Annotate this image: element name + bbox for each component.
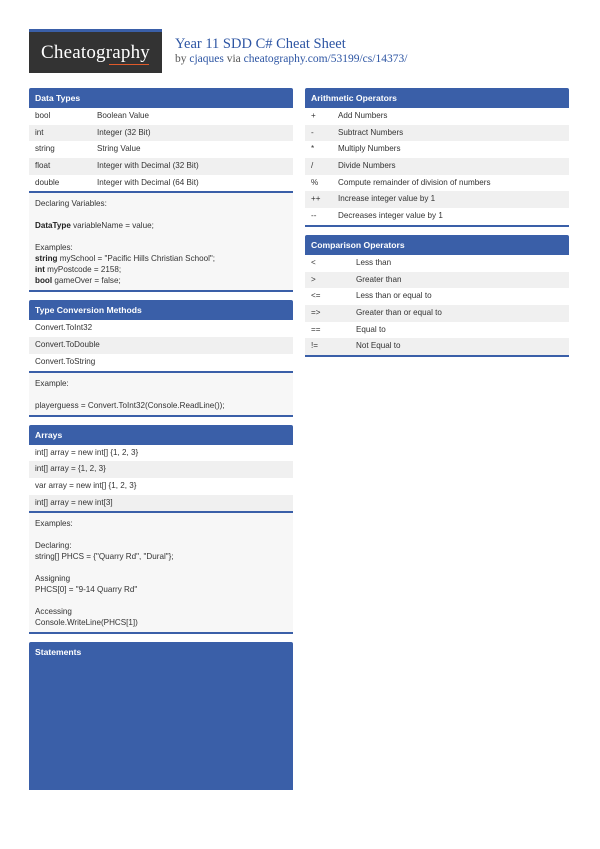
type-name: double [35, 177, 60, 187]
table-row [305, 175, 569, 192]
data-types-note [29, 193, 293, 292]
list-item: int[] array = new int[3] [29, 495, 293, 512]
operator-symbol: - [311, 127, 314, 137]
operator-description: Greater than [356, 274, 402, 284]
list-item: Convert.ToString [35, 356, 96, 366]
comparison-operators-panel [305, 235, 569, 357]
table-row [305, 288, 569, 305]
operator-description: Equal to [356, 324, 386, 334]
note-line: Declaring: [35, 541, 72, 551]
note-line: Console.WriteLine(PHCS[1]) [35, 618, 138, 628]
byline-via: via [223, 53, 244, 65]
note-line: Accessing [35, 607, 72, 617]
panel-header: Statements [29, 642, 293, 662]
panel-header: Type Conversion Methods [29, 300, 293, 320]
logo-underline [109, 64, 149, 65]
operator-description: Less than or equal to [356, 291, 432, 301]
type-description: Boolean Value [97, 111, 150, 120]
panel-header: Data Types [29, 88, 293, 108]
author-link[interactable]: cjaques [189, 53, 224, 65]
type-name: float [35, 161, 51, 171]
operator-symbol: => [311, 307, 321, 317]
sheet-url-link[interactable]: cheatography.com/53199/cs/14373/ [243, 53, 408, 65]
type-name: int [35, 127, 44, 137]
byline [175, 53, 407, 65]
operator-description: Divide Numbers [338, 161, 396, 171]
list-item: Convert.ToDouble [29, 337, 293, 354]
comparison-table [305, 255, 569, 357]
code-text: gameOver = false; [52, 276, 121, 286]
left-column [29, 88, 293, 798]
operator-description: Compute remainder of division of numbers [338, 177, 491, 187]
type-description: Integer (32 Bit) [97, 127, 151, 137]
list-item: int[] array = new int[] {1, 2, 3} [35, 447, 139, 457]
operator-description: Multiply Numbers [338, 144, 401, 154]
table-row [29, 108, 293, 125]
page-title[interactable]: Year 11 SDD C# Cheat Sheet [175, 36, 346, 52]
arithmetic-table [305, 108, 569, 227]
table-row [305, 338, 569, 355]
table-row [29, 175, 293, 192]
cheatography-logo[interactable] [29, 29, 162, 73]
type-description: String Value [97, 144, 141, 154]
arrays-note [29, 513, 293, 634]
operator-description: Subtract Numbers [338, 127, 404, 137]
type-conversion-note [29, 373, 293, 417]
logo-text: Cheatography [41, 42, 150, 63]
table-row [305, 322, 569, 339]
operator-symbol: % [311, 177, 319, 187]
list-item: Convert.ToInt32 [35, 323, 93, 333]
arrays-panel [29, 425, 293, 635]
table-row [305, 141, 569, 158]
table-row [29, 125, 293, 142]
arrays-list [29, 445, 293, 514]
operator-description: Increase integer value by 1 [338, 194, 436, 204]
operator-description: Not Equal to [356, 341, 401, 351]
panel-header: Arithmetic Operators [305, 88, 569, 108]
note-line [35, 264, 287, 275]
code-keyword: DataType [35, 221, 71, 231]
operator-description: Greater than or equal to [356, 307, 442, 317]
note-line [35, 253, 287, 264]
operator-symbol: <= [311, 291, 321, 301]
type-name: string [35, 144, 55, 154]
table-row [305, 125, 569, 142]
note-line: Examples: [35, 243, 73, 253]
table-row [305, 108, 569, 125]
note-line [35, 275, 287, 286]
code-keyword: int [35, 265, 45, 275]
table-row [305, 305, 569, 322]
panel-header: Arrays [29, 425, 293, 445]
note-line: Examples: [35, 519, 73, 529]
table-row [305, 191, 569, 208]
operator-symbol: -- [311, 211, 317, 221]
operator-symbol: == [311, 324, 321, 334]
note-line: PHCS[0] = "9-14 Quarry Rd" [35, 585, 138, 595]
code-text: mySchool = "Pacific Hills Christian School"; [57, 254, 216, 264]
operator-symbol: * [311, 144, 315, 154]
table-row [305, 255, 569, 272]
note-line: string[] PHCS = {"Quarry Rd", "Dural"}; [35, 552, 174, 562]
note-line [35, 220, 287, 231]
data-types-panel [29, 88, 293, 292]
operator-symbol: != [311, 341, 318, 351]
operator-symbol: + [311, 111, 316, 120]
type-name: bool [35, 111, 51, 120]
list-item: var array = new int[] {1, 2, 3} [35, 480, 137, 490]
table-row [29, 158, 293, 175]
statements-panel [29, 642, 293, 790]
byline-prefix: by [175, 53, 190, 65]
operator-symbol: < [311, 257, 316, 267]
statements-body [29, 662, 293, 790]
type-description: Integer with Decimal (64 Bit) [97, 177, 199, 187]
code-text: variableName = value; [70, 221, 154, 231]
type-description: Integer with Decimal (32 Bit) [97, 161, 199, 171]
operator-symbol: / [311, 161, 314, 171]
list-item: int[] array = {1, 2, 3} [29, 461, 293, 478]
type-conversion-panel [29, 300, 293, 416]
panel-header: Comparison Operators [305, 235, 569, 255]
arithmetic-operators-panel [305, 88, 569, 227]
operator-symbol: > [311, 274, 316, 284]
operator-description: Less than [356, 257, 392, 267]
operator-symbol: ++ [311, 194, 321, 204]
table-row [305, 158, 569, 175]
note-line: Assigning [35, 574, 71, 584]
data-types-table [29, 108, 293, 193]
table-row [29, 141, 293, 158]
operator-description: Add Numbers [338, 111, 388, 120]
note-line: playerguess = Convert.ToInt32(Console.ReadLine()); [35, 400, 225, 410]
note-line: Declaring Variables: [35, 199, 107, 209]
table-row [305, 272, 569, 289]
code-keyword: string [35, 254, 58, 264]
type-conversion-list [29, 320, 293, 372]
note-line: Example: [35, 378, 69, 388]
code-keyword: bool [35, 276, 53, 286]
operator-description: Decreases integer value by 1 [338, 211, 443, 221]
table-row [305, 208, 569, 225]
code-text: myPostcode = 2158; [44, 265, 122, 275]
right-column [305, 88, 569, 365]
